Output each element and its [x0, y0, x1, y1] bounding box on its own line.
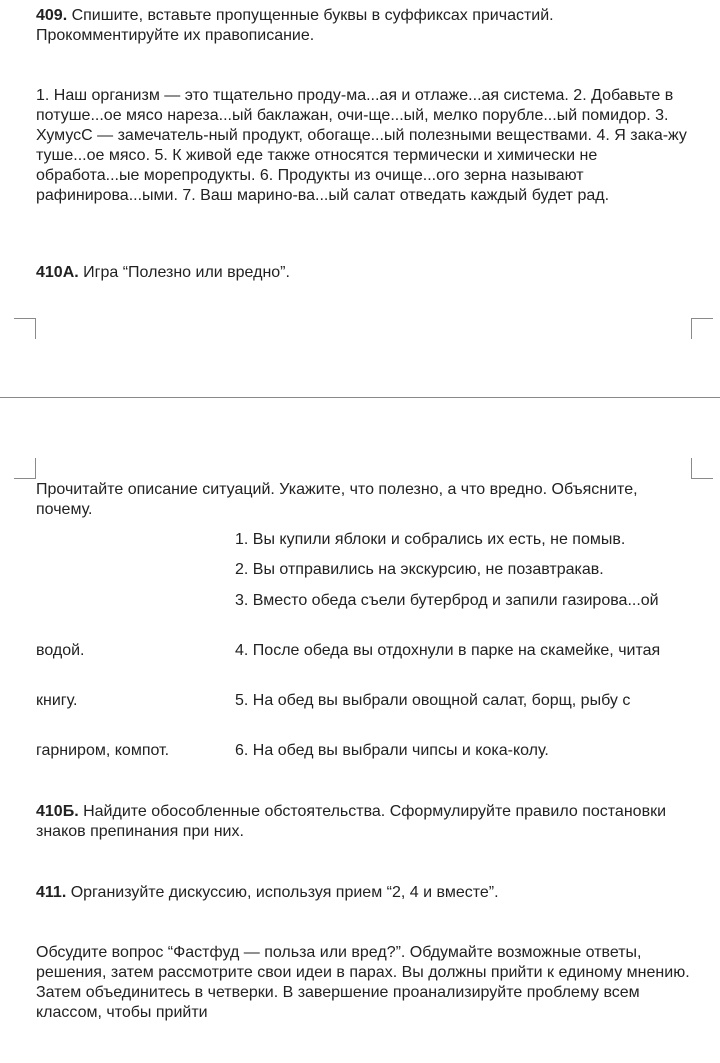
- exercise-410a-heading: [36, 263, 696, 283]
- page-corner-top-right: [691, 318, 713, 339]
- exercise-409-heading: [36, 6, 696, 46]
- situation-item-6: 6. На обед вы выбрали чипсы и кока-колу.: [235, 742, 549, 759]
- situation-item-4: 4. После обеда вы отдохнули в парке на скамейке, читая книгу.: [36, 642, 661, 709]
- exercise-409-number: 409.: [36, 7, 68, 24]
- page-corner-bottom-right: [691, 458, 713, 479]
- exercise-411-text: Обсудите вопрос “Фастфуд — польза или вред?”. Обдумайте возможные ответы, решения, затем рассмотрите свои идеи в парах. Вы должны прийти к единому мнению. Затем объединитесь в четверки. В завершение проанализируйте проблему всем классом, чтобы прийти: [36, 944, 690, 1021]
- exercise-410a-intro: Прочитайте описание ситуаций. Укажите, что полезно, а что вредно. Объясните, почему.: [36, 481, 638, 518]
- page-break-divider: [0, 397, 720, 398]
- exercise-411-number: 411.: [36, 884, 67, 901]
- exercise-409-text: 1. Наш организм — это тщательно проду-ма...ая и отлаже...ая система. 2. Добавьте в потуше...ое мясо нареза...ый баклажан, очи-ще...ый, мелко порубле...ый помидор. 3. ХумусС — замечатель-ный продукт, обогаще...ый полезными веществами. 4. Я зака-жу туше...ое мясо. 5. К живой еде также относятся термически и химически не обработа...ые морепродукты. 6. Продукты из очище...ого зерна называют рафинирова...ыми. 7. Ваш марино-ва...ый салат отведать каждый будет рад.: [36, 87, 687, 204]
- situation-item-1: 1. Вы купили яблоки и собрались их есть, не помыв.: [235, 531, 626, 548]
- page-corner-bottom-left: [14, 458, 36, 479]
- exercise-409-title: Спишите, вставьте пропущенные буквы в суффиксах причастий. Прокомментируйте их правописание.: [36, 7, 554, 44]
- exercise-411-heading: [36, 883, 696, 903]
- exercise-410a-number: 410А.: [36, 264, 79, 281]
- exercise-410b-title: Найдите обособленные обстоятельства. Сформулируйте правило постановки знаков препинания при них.: [36, 803, 666, 840]
- situation-item-3: 3. Вместо обеда съели бутерброд и запили газирова...ой водой.: [36, 592, 659, 659]
- exercise-411-title: Организуйте дискуссию, используя прием “2, 4 и вместе”.: [66, 884, 499, 901]
- exercise-410b-number: 410Б.: [36, 803, 79, 820]
- situation-item-5: 5. На обед вы выбрали овощной салат, борщ, рыбу с гарниром, компот.: [36, 692, 631, 759]
- exercise-410a-title: Игра “Полезно или вредно”.: [78, 264, 290, 281]
- exercise-410b-heading: [36, 802, 696, 842]
- page-corner-top-left: [14, 318, 36, 339]
- situation-item-2: 2. Вы отправились на экскурсию, не позавтракав.: [235, 561, 604, 578]
